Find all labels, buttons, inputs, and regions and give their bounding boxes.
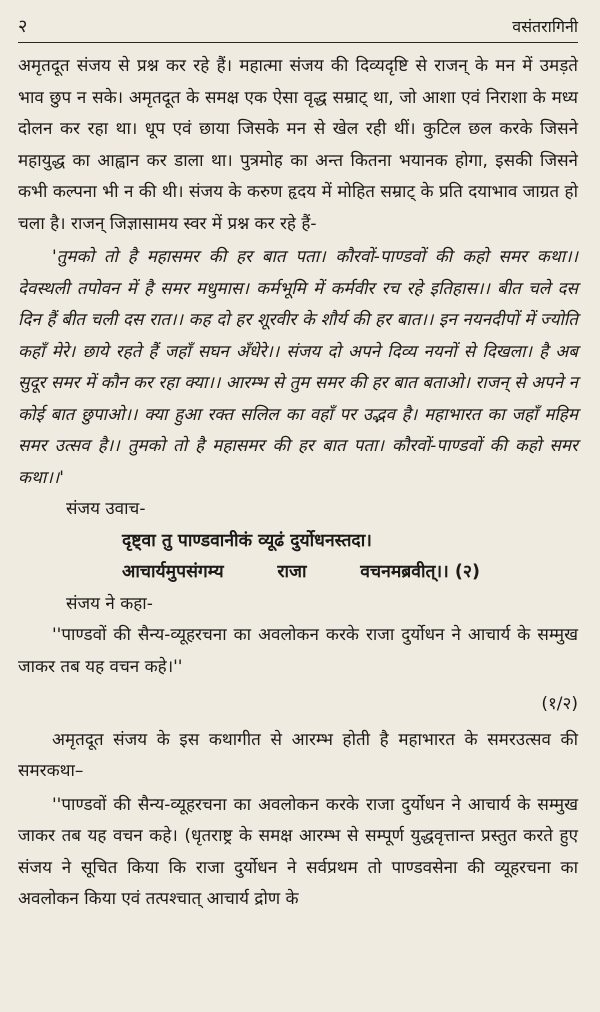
translation-paragraph: ''पाण्डवों की सैन्य-व्यूहरचना का अवलोकन करके राजा दुर्योधन ने आचार्य के सम्मुख जाकर तब यह वचन कहे।'' [18, 625, 578, 677]
commentary-paragraph: अमृतदूत संजय के इस कथागीत से आरम्भ होती है महाभारत के समरउत्सव की समरकथा– [18, 729, 578, 781]
translation-label: संजय ने कहा- [66, 593, 153, 614]
verse-reference: (१/२) [541, 694, 578, 714]
verse-line-2 [122, 557, 480, 589]
speaker-label: संजय उवाच- [66, 499, 146, 519]
running-title: वसंतरागिनी [512, 17, 578, 36]
verse-line-1: दृष्ट्वा तु पाण्डवानीकं व्यूढं दुर्योधनस्तदा। [122, 530, 372, 551]
quoted-poem: 'तुमको तो है महासमर की हर बात पता। कौरवों-पाण्डवों की कहो समर कथा।। देवस्थली तपोवन में है समर मधुमास। कर्मभूमि में कर्मवीर रच रहे इतिहास।। बीत चले दस दिन हैं बीत चली दस रात।। कह दो हर शूरवीर के शौर्य की हर बात।। इन नयनदीपों में ज्योति कहाँ मेरे। छाये रहते हैं जहाँ सघन अँधेरे।। संजय दो अपने दिव्य नयनों से दिखला। है अब सुदूर समर में कौन कर रहा क्या।। आरम्भ से तुम समर की हर बात बताओ। राजन् से अपने न कोई बात छुपाओ।। क्या हुआ रक्त सलिल का वहाँ पर उद्भव है। महाभारत का जहाँ महिम समर उत्सव है।। तुमको तो है महासमर की हर बात पता। कौरवों-पाण्डवों की कहो समर कथा।।' [18, 247, 578, 488]
final-paragraph: ''पाण्डवों की सैन्य-व्यूहरचना का अवलोकन करके राजा दुर्योधन ने आचार्य के सम्मुख जाकर तब यह वचन कहे। (धृतराष्ट्र के समक्ष आरम्भ से सम्पूर्ण युद्धवृत्तान्त प्रस्तुत करते हुए संजय ने सूचित किया कि राजा दुर्योधन ने सर्वप्रथम तो पाण्डवसेना की व्यूहरचना का अवलोकन किया एवं तत्पश्चात् आचार्य द्रोण के [18, 794, 578, 909]
page-number: २ [18, 16, 28, 37]
header-rule [18, 42, 578, 43]
verse-word: राजा [277, 562, 307, 582]
sanskrit-verse [18, 526, 578, 589]
intro-paragraph: अमृतदूत संजय से प्रश्न कर रहे हैं। महात्मा संजय की दिव्यदृष्टि से राजन् के मन में उमड़ते भाव छुप न सके। अमृतदूत के समक्ष एक ऐसा वृद्ध सम्राट् था, जो आशा एवं निराशा के मध्य दोलन कर रहा था। धूप एवं छाया जिसके मन से खेल रही थीं। कुटिल छल करके जिसने महायुद्ध का आह्वान कर डाला था। पुत्रमोह का अन्त कितना भयानक होगा, इसकी जिसने कभी कल्पना भी न की थी। संजय के करुण हृदय में मोहित सम्राट् के प्रति दयाभाव जाग्रत हो चला है। राजन् जिज्ञासामय स्वर में प्रश्न कर रहे हैं- [18, 56, 578, 234]
page-header [18, 14, 578, 40]
verse-word: आचार्यमुपसंगम्य [122, 562, 224, 582]
verse-word: वचनमब्रवीत्।। (२) [360, 562, 480, 582]
